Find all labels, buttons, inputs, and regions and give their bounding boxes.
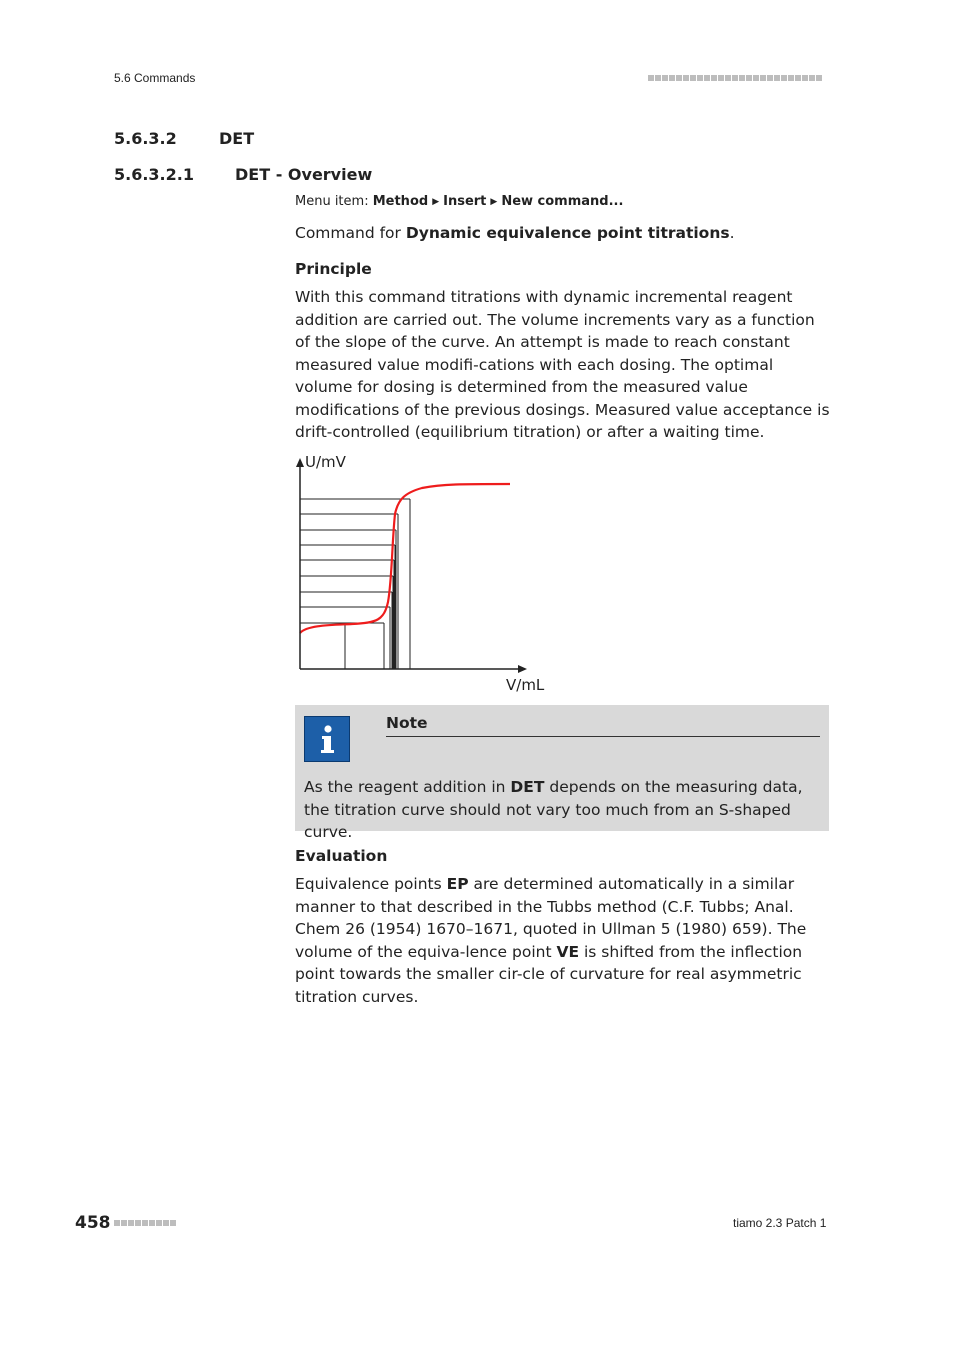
note-divider xyxy=(386,736,820,737)
note-text-start: As the reagent addition in xyxy=(304,778,511,796)
x-axis-label: V/mL xyxy=(506,676,545,694)
menu-path-insert: Insert xyxy=(443,194,487,209)
note-bold: DET xyxy=(510,778,545,796)
page-number: 458 xyxy=(75,1213,111,1233)
note-title: Note xyxy=(386,714,428,732)
heading-title: DET xyxy=(219,129,255,148)
heading-title: DET - Overview xyxy=(235,165,373,184)
heading-number: 5.6.3.2.1 xyxy=(114,165,194,184)
menu-item-prefix: Menu item: xyxy=(295,194,369,209)
axes xyxy=(296,458,527,673)
evaluation-text: Equivalence points xyxy=(295,875,447,893)
y-axis-label: U/mV xyxy=(305,453,346,471)
heading-5-6-3-2 xyxy=(114,129,255,148)
heading-5-6-3-2-1 xyxy=(114,165,373,184)
intro-text: Command for xyxy=(295,224,406,242)
evaluation-bold-ve: VE xyxy=(556,942,580,961)
evaluation-bold-ep: EP xyxy=(446,875,469,893)
evaluation-heading: Evaluation xyxy=(295,847,388,865)
intro-bold: Dynamic equivalence point titrations xyxy=(405,224,730,242)
principle-heading: Principle xyxy=(295,260,372,278)
menu-path-method: Method xyxy=(372,194,429,209)
note-text-end: depends on the measuring data, the titration curve should not vary too much from an S-shaped curve. xyxy=(304,778,803,841)
menu-item-path xyxy=(295,194,623,209)
evaluation-paragraph xyxy=(295,873,830,1008)
intro-paragraph xyxy=(295,222,830,245)
menu-path-new-command: New command... xyxy=(501,194,624,209)
running-header-section: 5.6 Commands xyxy=(114,71,196,85)
header-decoration-dots xyxy=(648,75,822,81)
principle-paragraph: With this command titrations with dynamic incremental reagent addition are carried out. The volume increments vary as a function of the slope of the curve. An attempt is made to reach constant measured value modifi-cations with each dosing. The optimal volume for dosing is determined from the measured value modifications of the previous dosings. Measured value acceptance is drift-controlled (equilibrium titration) or after a waiting time. xyxy=(295,288,830,441)
note-text xyxy=(304,776,819,844)
triangle-right-icon: ▶ xyxy=(432,197,440,207)
intro-text-end: . xyxy=(729,224,735,242)
evaluation-text: is shifted from the inflection point towards the smaller cir-cle of curvature for real asymmetric titration curves. xyxy=(295,942,803,1006)
footer-decoration-dots xyxy=(114,1220,176,1226)
footer-product: tiamo 2.3 Patch 1 xyxy=(733,1216,827,1230)
titration-curve-figure xyxy=(292,452,562,697)
evaluation-text: are determined automatically in a similar manner to that described in the Tubbs method (C.F. Tubbs; Anal. Chem 26 (1954) 1670–1671, quoted in Ullman 5 (1980) 659). The volume of the equiva-lence point xyxy=(295,875,807,961)
triangle-right-icon: ▶ xyxy=(490,197,498,207)
info-icon xyxy=(304,716,350,762)
titration-curve xyxy=(300,484,510,633)
heading-number: 5.6.3.2 xyxy=(114,129,177,148)
